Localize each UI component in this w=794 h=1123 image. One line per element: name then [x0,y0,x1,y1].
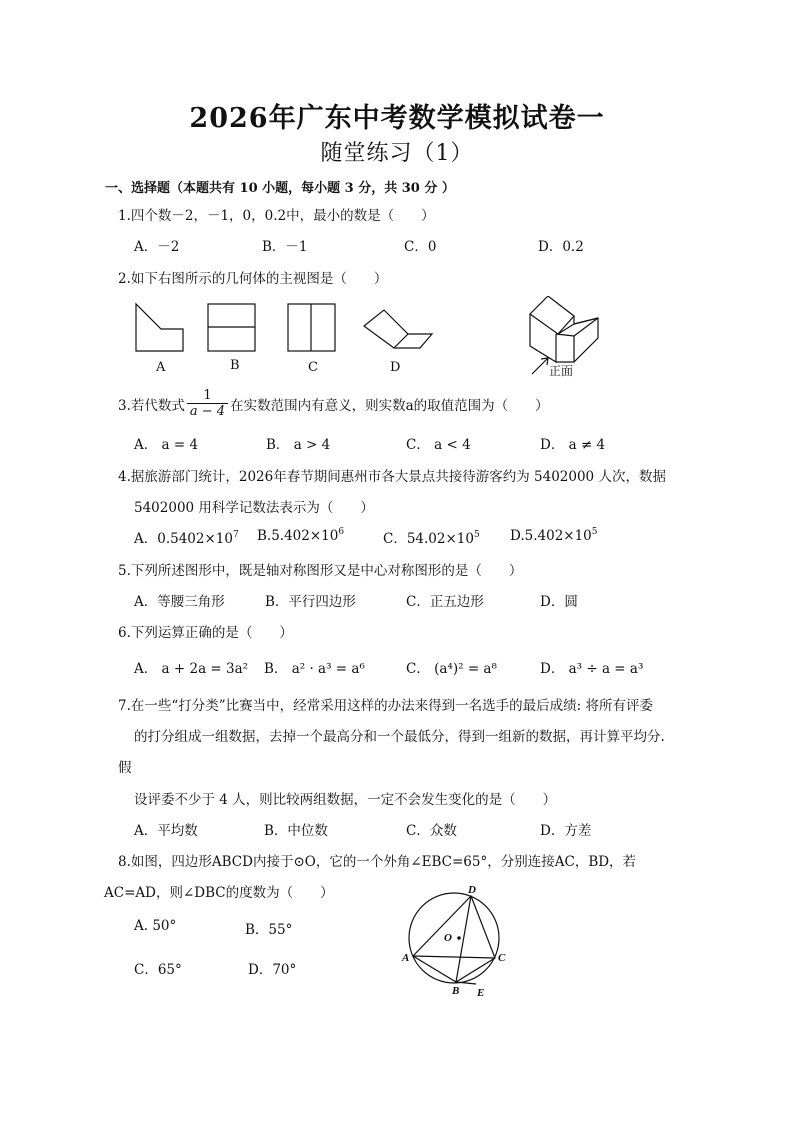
q4-option-c[interactable]: C．$54.02\times 10^5$ [383,530,480,547]
q2-figure-d [364,310,432,348]
q7-option-a[interactable]: A．平均数 [134,823,198,839]
point-a-label: A [402,952,410,964]
center-point [457,936,461,940]
q4-option-a[interactable]: A．$0.5402\times 10^7$ [134,530,239,547]
point-c-label: C [498,952,506,964]
q7-option-d[interactable]: D．方差 [540,823,592,839]
q2-front-label: 正面 [549,364,574,378]
q3-option-c[interactable]: C． a < 4 [406,437,471,453]
q3-option-a[interactable]: A． a = 4 [134,437,199,453]
q5-option-c[interactable]: C．正五边形 [406,594,484,610]
q3-fraction [187,388,228,419]
page-title: 2026年广东中考数学模拟试卷一 [189,103,605,134]
question-7-line3: 假 [118,760,132,776]
quadrilateral-abcd [413,896,495,982]
q8-circle-diagram [398,880,518,1000]
q7-option-c[interactable]: C．众数 [406,823,457,839]
q1-option-b[interactable]: B．－1 [262,239,308,255]
circle-o [409,893,499,983]
question-7-line2: 的打分组成一组数据，去掉一个最高分和一个最低分，得到一组新的数据，再计算平均分. [134,729,665,745]
q6-option-c[interactable]: C． (a⁴)² = a⁸ [406,661,497,677]
question-2-stem: 2.如下右图所示的几何体的主视图是（ ） [118,271,388,287]
q6-option-d[interactable]: D． a³ ÷ a = a³ [540,661,644,677]
question-4-line1: 4.据旅游部门统计，2026年春节期间惠州市各大景点共接待游客约为 5402000 人次，数据 [118,469,666,485]
q4-option-b[interactable]: $B.5.402\times 10^6$ [257,527,345,544]
q3-fraction-numerator: 1 [187,388,228,404]
question-5-stem: 5.下列所述图形中，既是轴对称图形又是中心对称图形的是（ ） [118,563,523,579]
q3-suffix: 在实数范围内有意义，则实数a的取值范围为（ ） [230,397,549,414]
q1-option-c[interactable]: C．0 [404,239,437,255]
q8-option-a[interactable]: A. 50° [134,918,177,934]
q5-option-a[interactable]: A．等腰三角形 [134,594,225,610]
q8-option-b[interactable]: B．55° [245,922,293,938]
q3-option-b[interactable]: B． a > 4 [266,437,331,453]
segment-ac [413,956,495,958]
section-heading: 一、选择题（本题共有 10 小题，每小题 3 分，共 30 分 ） [105,181,455,196]
question-4-line2: 5402000 用科学记数法表示为（ ） [134,500,374,516]
q1-option-d[interactable]: D．0.2 [538,239,584,255]
q2-label-d: D [390,360,401,375]
q2-figure-a [136,304,183,351]
q5-option-d[interactable]: D．圆 [540,594,578,610]
question-8-line1: 8.如图，四边形ABCD内接于⊙O，它的一个外角∠EBC=65°，分别连接AC，BD，若 [118,854,637,870]
page-subtitle: 随堂练习（1） [320,141,474,166]
question-3-stem [118,388,549,419]
point-o-label: O [444,932,452,944]
question-7-line4: 设评委不少于 4 人，则比较两组数据，一定不会发生变化的是（ ） [134,792,557,808]
q4-option-d[interactable]: $D.5.402\times 10^5$ [510,527,598,544]
point-b-label: B [452,985,460,997]
q3-prefix: 3.若代数式 [118,397,185,414]
q8-option-d[interactable]: D．70° [248,962,297,978]
q6-option-b[interactable]: B． a² · a³ = a⁶ [264,661,365,677]
point-e-label: E [477,987,485,999]
q2-label-b: B [230,358,240,373]
q2-label-c: C [308,360,318,375]
q3-fraction-denominator: a − 4 [189,404,226,419]
q2-solid [530,296,598,362]
q7-option-b[interactable]: B．中位数 [264,823,328,839]
q5-option-b[interactable]: B．平行四边形 [265,594,356,610]
front-arrow [532,358,548,374]
question-1-stem: 1.四个数－2，－1，0，0.2中，最小的数是（ ） [118,208,435,224]
q1-option-a[interactable]: A．－2 [134,239,180,255]
q8-option-c[interactable]: C．65° [134,962,182,978]
question-8-line2: AC=AD，则∠DBC的度数为（ ） [104,885,334,901]
q6-option-a[interactable]: A． a + 2a = 3a² [134,661,249,677]
point-d-label: D [468,884,476,896]
q3-option-d[interactable]: D． a ≠ 4 [540,437,606,453]
question-6-stem: 6.下列运算正确的是（ ） [118,625,293,641]
q2-figures [128,296,618,382]
q2-label-a: A [156,360,166,375]
question-7-line1: 7.在一些“打分类”比赛当中，经常采用这样的办法来得到一名选手的最后成绩: 将所有评委 [118,698,654,714]
